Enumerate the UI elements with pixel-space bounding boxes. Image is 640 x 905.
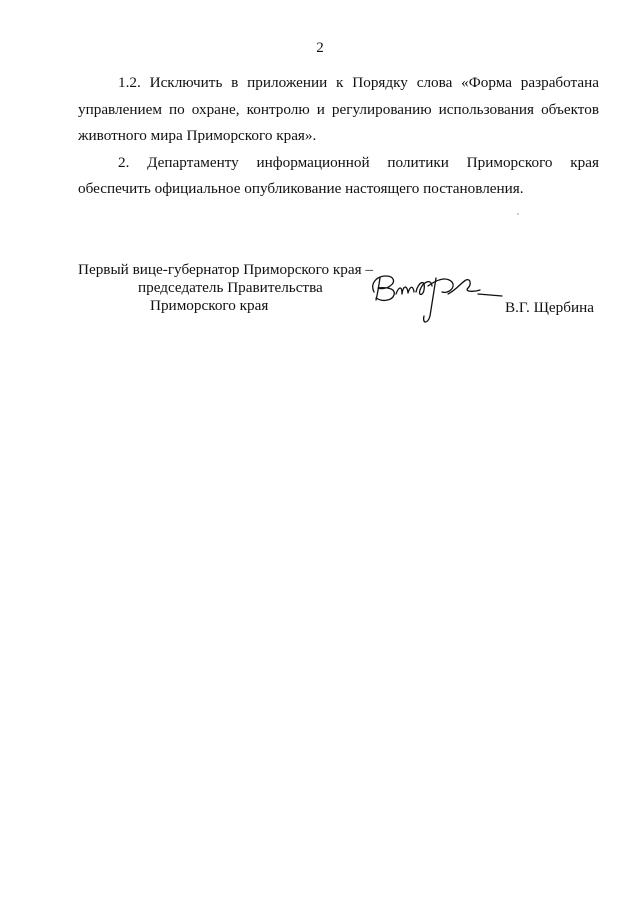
- page-number: 2: [316, 40, 324, 56]
- position-line-2: председатель Правительства: [138, 279, 323, 296]
- paragraph-2-word: Приморского: [466, 153, 553, 171]
- paragraph-2-word: политики: [387, 153, 449, 171]
- scan-speck: [517, 213, 519, 215]
- position-line-3: Приморского края: [150, 297, 269, 314]
- paragraph-1-2: 1.2. Исключить в приложении к Порядку слова «Форма разработана управлением по охране, контролю и регулированию использования объектов животного мира Приморского края».: [78, 74, 599, 144]
- paragraph-2: [78, 150, 599, 203]
- paragraph-2-word: 2.: [118, 153, 130, 171]
- paragraph-2-word: края: [570, 153, 599, 171]
- position-line-1: Первый вице-губернатор Приморского края –: [78, 261, 373, 278]
- paragraph-2-line-1: [78, 150, 599, 177]
- paragraph-2-word: Департаменту: [147, 153, 239, 171]
- signatory-position: [78, 261, 373, 315]
- signatory-name: В.Г. Щербина: [505, 299, 594, 316]
- handwritten-signature-icon: [366, 264, 506, 328]
- document-body: [78, 70, 599, 203]
- paragraph-2-word: информационной: [256, 153, 370, 171]
- paragraph-2-line-2: обеспечить официальное опубликование настоящего постановления.: [78, 180, 524, 197]
